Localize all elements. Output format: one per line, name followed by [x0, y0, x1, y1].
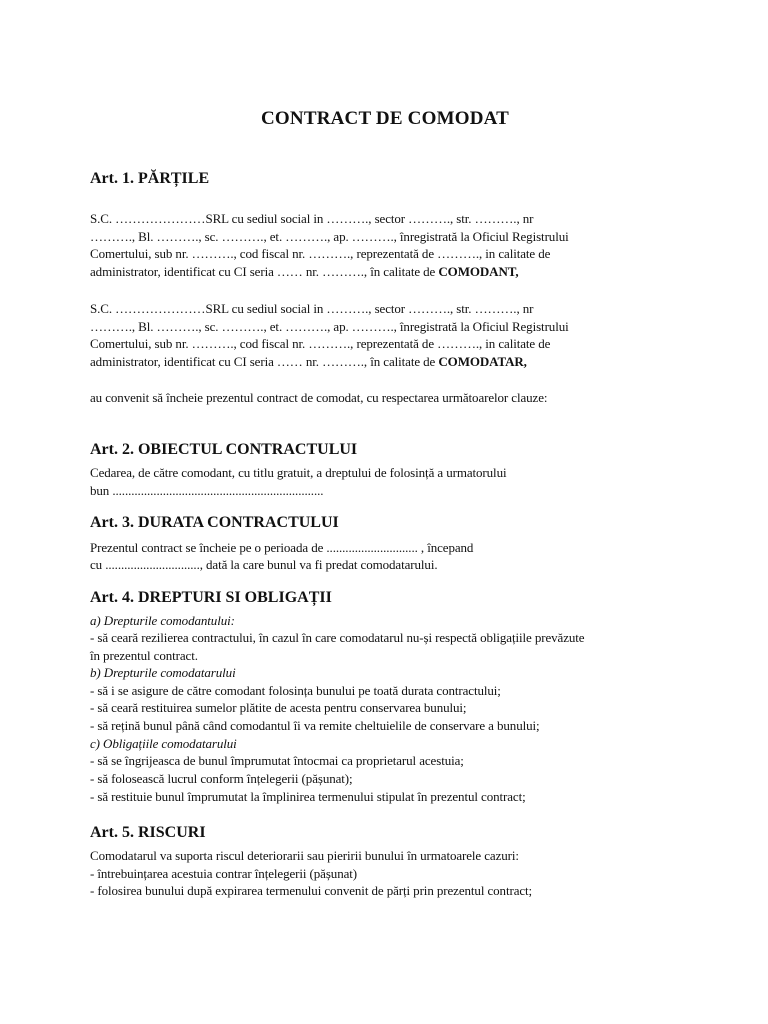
art4-subheading-b: b) Drepturile comodatarului [90, 665, 236, 680]
art1-party2-line [90, 354, 527, 370]
art1-party2-line: ………., Bl. ………., sc. ………., et. ………., ap. ………., înregistrată la Oficiul Registrului [90, 319, 569, 334]
art2-line: Cedarea, de către comodant, cu titlu gratuit, a dreptului de folosință a urmatorului [90, 465, 507, 480]
art1-party2-line: Comertului, sub nr. ………., cod fiscal nr. ………., reprezentată de ………., in calitate de [90, 336, 551, 351]
art1-agreement: au convenit să încheie prezentul contract de comodat, cu respectarea următoarelor clauze: [90, 390, 548, 405]
art1-party1-line: S.C. …………………SRL cu sediul social in ………., sector ………., str. ………., nr [90, 211, 534, 226]
art4-a-line: - să ceară rezilierea contractului, în cazul în care comodatarul nu-și respectă obligațiile prevăzute [90, 630, 585, 645]
art1-party1-line: ………., Bl. ………., sc. ………., et. ………., ap. ………., înregistrată la Oficiul Registrului [90, 229, 569, 244]
party1-text: administrator, identificat cu CI seria …… nr. ………., în calitate de [90, 264, 439, 279]
document-title: CONTRACT DE COMODAT [261, 108, 509, 129]
party1-role: COMODANT, [438, 264, 519, 279]
party2-role: COMODATAR, [438, 354, 527, 369]
art4-subheading-c: c) Obligațiile comodatarului [90, 736, 237, 751]
art4-c-line: - să folosească lucrul conform înțelegerii (pășunat); [90, 771, 353, 786]
art4-b-line: - să rețină bunul până când comodantul îi va remite cheltuielile de conservare a bunului; [90, 718, 540, 733]
art3-line: cu .............................., dată la care bunul va fi predat comodatarului. [90, 557, 438, 572]
art4-c-line: - să restituie bunul împrumutat la împlinirea termenului stipulat în prezentul contract; [90, 789, 526, 804]
art4-subheading-a: a) Drepturile comodantului: [90, 613, 235, 628]
art5-line: - folosirea bunului după expirarea termenului convenit de părți prin prezentul contract; [90, 883, 533, 898]
art4-c-line: - să se îngrijeasca de bunul împrumutat întocmai ca proprietarul acestuia; [90, 753, 464, 768]
art5-line: Comodatarul va suporta riscul deteriorarii sau pieririi bunului în urmatoarele cazuri: [90, 848, 519, 863]
art4-b-line: - să ceară restituirea sumelor plătite de acesta pentru conservarea bunului; [90, 700, 467, 715]
art4-heading: Art. 4. DREPTURI SI OBLIGAȚII [90, 589, 332, 606]
party2-text: administrator, identificat cu CI seria …… nr. ………., în calitate de [90, 354, 439, 369]
art1-party2-line: S.C. …………………SRL cu sediul social in ………., sector ………., str. ………., nr [90, 301, 534, 316]
art5-heading: Art. 5. RISCURI [90, 824, 206, 841]
art5-line: - întrebuințarea acestuia contrar înțelegerii (pășunat) [90, 866, 358, 881]
art4-a-line: în prezentul contract. [90, 648, 198, 663]
art1-party1-line [90, 264, 519, 280]
art1-party1-line: Comertului, sub nr. ………., cod fiscal nr. ………., reprezentată de ………., in calitate de [90, 246, 551, 261]
art2-heading: Art. 2. OBIECTUL CONTRACTULUI [90, 441, 358, 458]
art3-heading: Art. 3. DURATA CONTRACTULUI [90, 514, 339, 531]
art2-line: bun ................................................................... [90, 483, 324, 498]
art1-heading: Art. 1. PĂRȚILE [90, 170, 210, 187]
art3-line: Prezentul contract se încheie pe o perioada de ............................. , începand [90, 540, 474, 555]
art4-b-line: - să i se asigure de către comodant folosința bunului pe toată durata contractului; [90, 683, 501, 698]
